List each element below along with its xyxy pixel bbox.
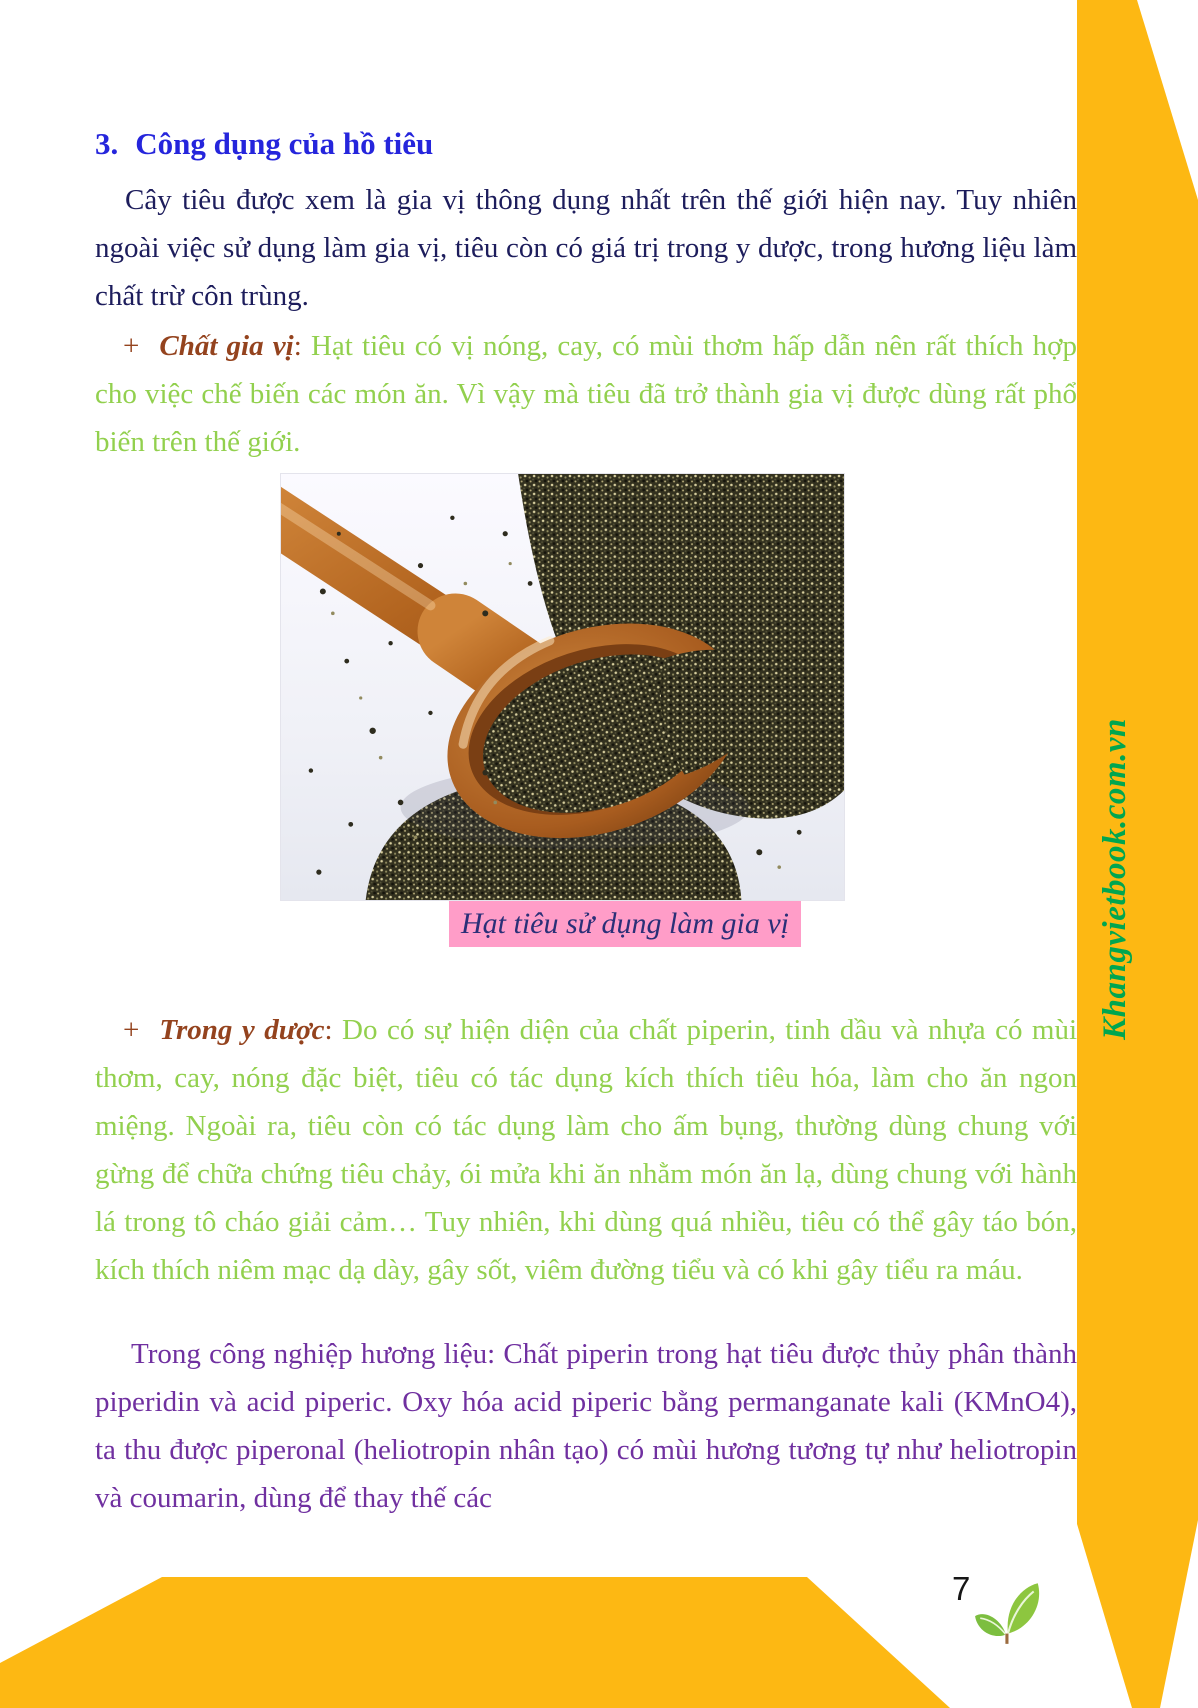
page-number: 7 bbox=[952, 1570, 971, 1607]
paragraph-intro: Cây tiêu được xem là gia vị thông dụng nhất trên thế giới hiện nay. Tuy nhiên ngoài việc sử dụng làm gia vị, tiêu còn có giá trị trong y dược, trong hương liệu làm chất trừ côn trùng. bbox=[95, 184, 1077, 312]
spice-lead-separator: : bbox=[293, 330, 302, 362]
plus-bullet: + bbox=[123, 1014, 140, 1046]
figure-caption: Hạt tiêu sử dụng làm gia vị bbox=[449, 901, 801, 947]
section-number: 3. bbox=[95, 126, 119, 161]
medicine-body-text: Do có sự hiện diện của chất piperin, tinh dầu và nhựa có mùi thơm, cay, nóng đặc biệt, tiêu có tác dụng kích thích tiêu hóa, làm cho ăn ngon miệng. Ngoài ra, tiêu còn có tác dụng làm cho ấm bụng, thường dùng chung với gừng để chữa chứng tiêu chảy, ói mửa khi ăn nhằm món ăn lạ, dùng chung với hành lá trong tô cháo giải cảm… Tuy nhiên, khi dùng quá nhiều, tiêu có thể gây táo bón, kích thích niêm mạc dạ dày, gây sốt, viêm đường tiểu và có khi gây tiểu ra máu. bbox=[95, 1014, 1078, 1286]
watermark-vertical-text: Khangvietbook.com.vn bbox=[1097, 718, 1133, 1040]
figure-caption-row bbox=[280, 901, 970, 947]
paragraph-medicine bbox=[95, 1006, 1077, 1294]
medicine-lead-separator: : bbox=[324, 1014, 333, 1046]
plus-bullet: + bbox=[123, 330, 140, 362]
paragraph-spice bbox=[95, 322, 1077, 466]
section-heading bbox=[95, 126, 1077, 162]
section-title: Công dụng của hồ tiêu bbox=[135, 126, 434, 161]
medicine-lead-label: Trong y dược bbox=[159, 1014, 325, 1046]
spice-body-text: Hạt tiêu có vị nóng, cay, có mùi thơm hấp dẫn nên rất thích hợp cho việc chế biến các món ăn. Vì vậy mà tiêu đã trở thành gia vị được dùng rất phổ biến trên thế giới. bbox=[95, 330, 1078, 458]
spice-lead-label: Chất gia vị bbox=[159, 330, 294, 362]
pepper-spoon-photo bbox=[280, 473, 845, 901]
leaf-logo-icon bbox=[972, 1574, 1046, 1650]
paragraph-industry: Trong công nghiệp hương liệu: Chất piperin trong hạt tiêu được thủy phân thành piperidin và acid piperic. Oxy hóa acid piperic bằng permanganate kali (KMnO4), ta thu được piperonal (heliotropin nhân tạo) có mùi hương tương tự như heliotropin và coumarin, dùng để thay thế các bbox=[95, 1338, 1077, 1514]
bottom-yellow-band bbox=[0, 1577, 950, 1708]
